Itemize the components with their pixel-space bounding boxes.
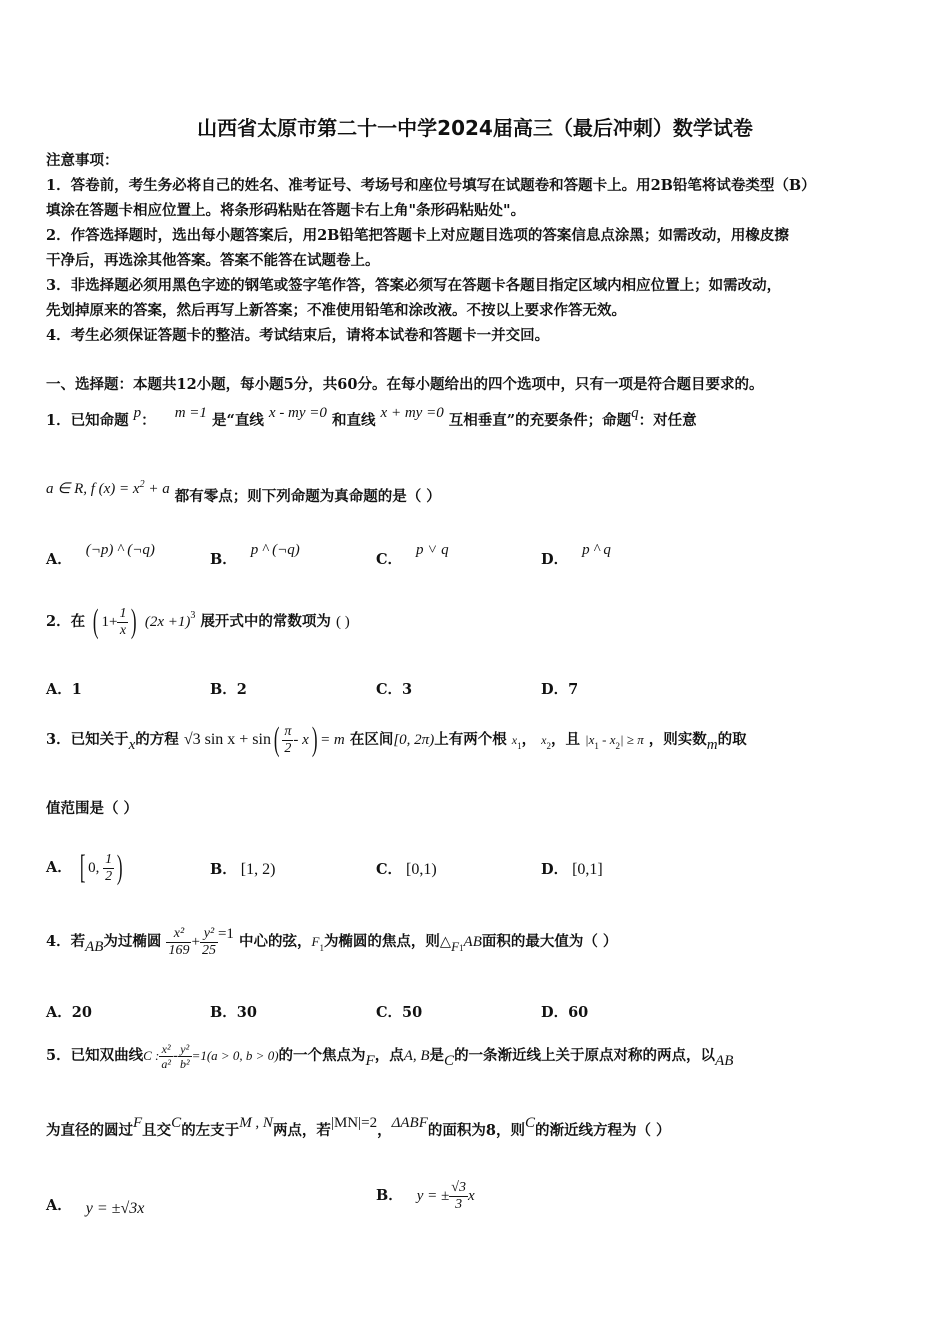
option-a[interactable]: A．20 [46, 1004, 92, 1021]
fraction: $\frac{\text{x²}}{169}$ [168, 925, 190, 958]
notice-heading: 注意事项： [46, 152, 119, 169]
option-d[interactable]: D．p ^ q [541, 542, 611, 568]
option-d[interactable]: D． [0,1] [541, 861, 603, 878]
option-c[interactable]: C．3 [376, 681, 413, 698]
question-2-stem: 2．在 ( 1+ $\frac{1}{x}$ ) $(2x +1)^3$ 展开式中的常数项为 ( ) [46, 603, 350, 640]
option-a[interactable]: A． y = ±√3x [46, 1197, 145, 1217]
question-4-stem: 4．若AB为过椭圆 $\frac{\text{x²}}{169}$ + $\frac{\text{y²}}{25}$ =1 中心的弦，$F_1$为椭圆的焦点，则$\triangle F_1AB$面积的最大值为（ ） [46, 925, 618, 958]
option-b[interactable]: B．30 [210, 1004, 257, 1021]
option-a[interactable]: A．(¬p) ^ (¬q) [46, 542, 155, 568]
option-c[interactable]: C．p ˅ q [376, 542, 449, 568]
option-c[interactable]: C．50 [376, 1004, 423, 1021]
fraction: $\frac{√3}{3}$ [451, 1179, 466, 1212]
question-5-stem-cont: 为直径的圆过F且交C的左支于M , N两点，若|MN|=2，ΔABF的面积为8，则C的渐近线方程为（ ） [46, 1115, 671, 1139]
option-d[interactable]: D．60 [541, 1004, 589, 1021]
fraction: $\frac{\text{x²}}{\text{a²}}$ [161, 1041, 171, 1071]
option-d[interactable]: D．7 [541, 681, 579, 698]
notice-line: 1．答卷前，考生务必将自己的姓名、准考证号、考场号和座位号填写在试题卷和答题卡上。用2B铅笔将试卷类型（B） [46, 177, 816, 194]
section-heading: 一、选择题：本题共12小题，每小题5分，共60分。在每小题给出的四个选项中，只有一项是符合题目要求的。 [46, 376, 764, 393]
fraction: $\frac{1}{x}$ [119, 605, 127, 638]
notice-line: 2．作答选择题时，选出每小题答案后，用2B铅笔把答题卡上对应题目选项的答案信息点涂黑；如需改动，用橡皮擦 [46, 227, 789, 244]
question-1-stem-cont: a ∈ R, f $(x) = x^2 + a$ 都有零点；则下列命题为真命题的是（ ） [46, 479, 441, 505]
fraction: $\frac{\pi}{2}$ [284, 723, 292, 756]
option-c[interactable]: C． [0,1) [376, 861, 437, 878]
option-a[interactable]: A． [ 0, $\frac{1}{2}$ ) [46, 849, 123, 886]
question-3-stem: 3．已知关于x的方程 √3 sin x + sin( $\frac{\pi}{2}$ - x) = m 在区间[0, 2π)上有两个根 $x_1$， $x_2$，且 $|x_1 - x_2| \ge \pi$ ，则实数m的取 [46, 721, 747, 758]
option-a[interactable]: A．1 [46, 681, 82, 698]
notice-line: 3．非选择题必须用黑色字迹的钢笔或签字笔作答，答案必须写在答题卡各题目指定区域内相应位置上；如需改动， [46, 277, 782, 294]
page-title: 山西省太原市第二十一中学2024届高三（最后冲刺）数学试卷 [197, 116, 753, 140]
option-b[interactable]: B． [1, 2) [210, 861, 276, 878]
option-b[interactable]: B．p ^ (¬q) [210, 542, 300, 568]
notice-line: 填涂在答题卡相应位置上。将条形码粘贴在答题卡右上角"条形码粘贴处"。 [46, 202, 526, 219]
question-5-stem: 5．已知双曲线C : $\frac{\text{x²}}{\text{a²}}$ - $\frac{\text{y²}}{\text{b²}}$ =1(a > 0, b > 0)的一个焦点为F，点A, B是C的一条渐近线上关于原点对称的两点，以AB [46, 1041, 734, 1071]
notice-line: 先划掉原来的答案，然后再写上新答案；不准使用铅笔和涂改液。不按以上要求作答无效。 [46, 302, 626, 319]
option-b[interactable]: B．2 [210, 681, 247, 698]
option-b[interactable]: B． y = ± $\frac{√3}{3}$ x [376, 1179, 475, 1212]
notice-line: 4．考生必须保证答题卡的整洁。考试结束后，请将本试卷和答题卡一并交回。 [46, 327, 550, 344]
notice-line: 干净后，再选涂其他答案。答案不能答在试题卷上。 [46, 252, 380, 269]
question-3-stem-cont: 值范围是（ ） [46, 800, 139, 817]
question-1-stem: 1．已知命题 p： m =1 是“直线 x - my =0 和直线 x + my =0 互相垂直”的充要条件；命题q：对任意 [46, 405, 697, 429]
fraction: $\frac{\text{y²}}{25}$ [201, 925, 216, 958]
fraction: $\frac{\text{y²}}{\text{b²}}$ [179, 1041, 190, 1071]
fraction: $\frac{1}{2}$ [105, 851, 113, 884]
